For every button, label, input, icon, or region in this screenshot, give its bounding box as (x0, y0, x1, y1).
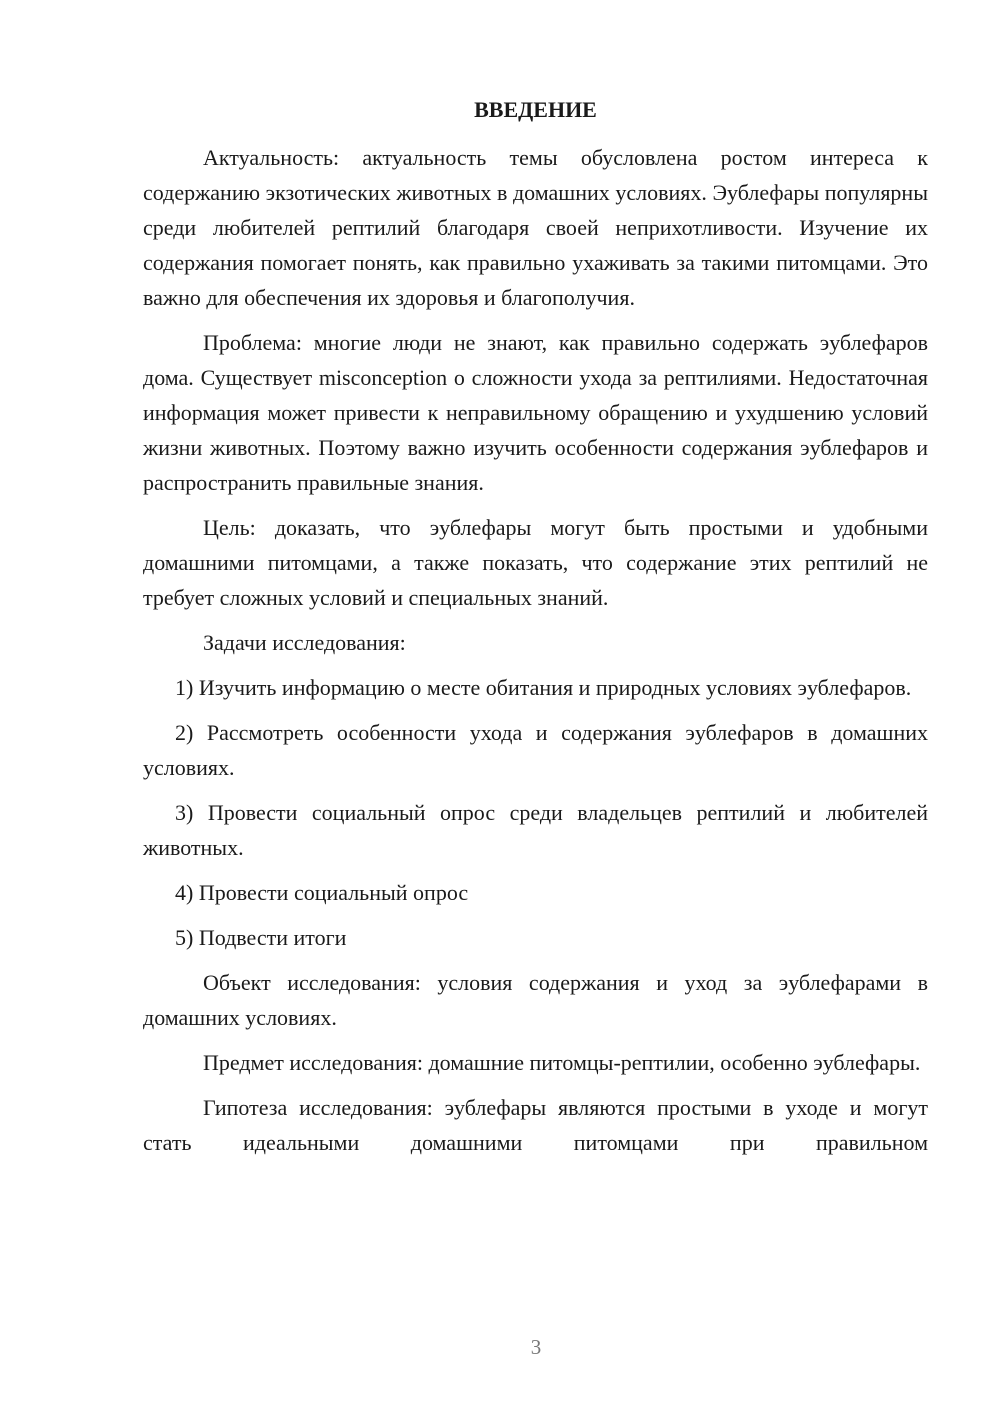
paragraph-subject: Предмет исследования: домашние питомцы-рептилии, особенно эублефары. (203, 1050, 921, 1075)
paragraph-goal: Цель: доказать, что эублефары могут быть простыми и удобными домашними питомцами, а также показать, что содержание этих рептилий не требует сложных условий и специальных знаний. (143, 515, 928, 610)
task-item-5: 5) Подвести итоги (175, 925, 347, 950)
paragraph-hypothesis: Гипотеза исследования: эублефары являются простыми в уходе и могут стать идеальными домашними питомцами при правильном (143, 1095, 928, 1155)
paragraph-object: Объект исследования: условия содержания и уход за эублефарами в домашних условиях. (143, 970, 928, 1030)
task-item-3: 3) Провести социальный опрос среди владельцев рептилий и любителей животных. (143, 800, 928, 860)
task-item-1: 1) Изучить информацию о месте обитания и природных условиях эублефаров. (175, 675, 912, 700)
section-title: ВВЕДЕНИЕ (474, 97, 597, 122)
paragraph-tasks-heading: Задачи исследования: (203, 630, 406, 655)
paragraph-relevance: Актуальность: актуальность темы обусловлена ростом интереса к содержанию экзотических животных в домашних условиях. Эублефары популярны среди любителей рептилий благодаря своей неприхотливости. Изучение их содержания помогает понять, как правильно ухаживать за такими питомцами. Это важно для обеспечения их здоровья и благополучия. (143, 145, 928, 310)
paragraph-problem: Проблема: многие люди не знают, как правильно содержать эублефаров дома. Существует misconception о сложности ухода за рептилиями. Недостаточная информация может привести к неправильному обращению и ухудшению условий жизни животных. Поэтому важно изучить особенности содержания эублефаров и распространить правильные знания. (143, 330, 928, 495)
task-item-4: 4) Провести социальный опрос (175, 880, 469, 905)
page-number: 3 (530, 1335, 542, 1359)
task-item-2: 2) Рассмотреть особенности ухода и содержания эублефаров в домашних условиях. (143, 720, 928, 780)
document-page (143, 92, 928, 1170)
